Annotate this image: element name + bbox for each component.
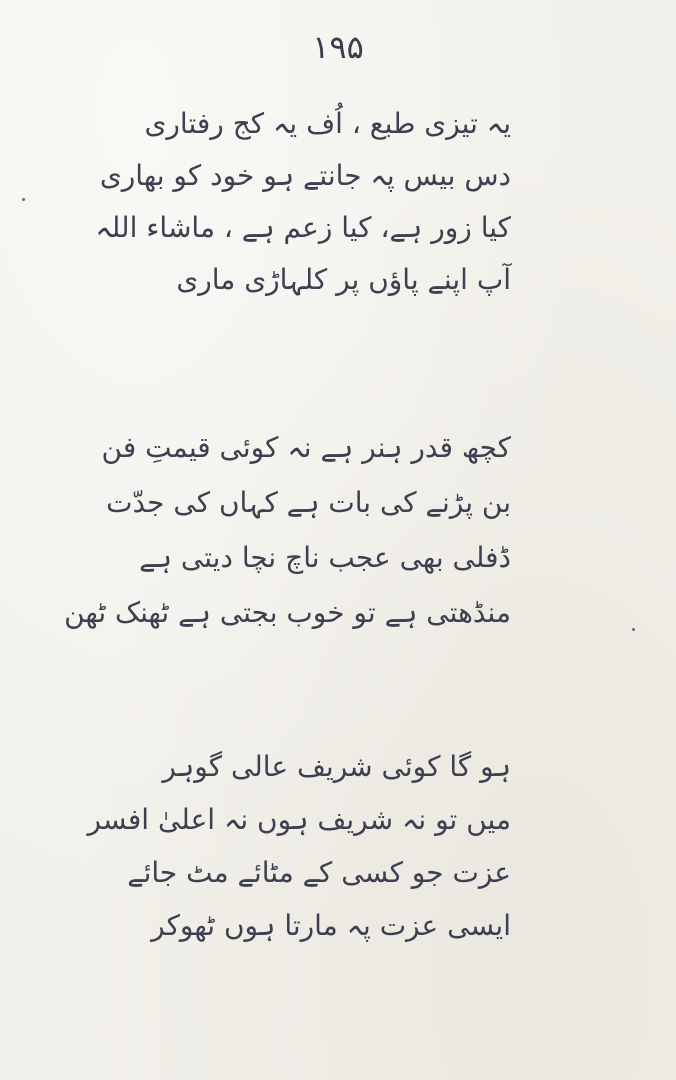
verse-line: کیا زور ہے، کیا زعم ہے ، ماشاء اللہ — [95, 211, 511, 244]
verse-line: آپ اپنے پاؤں پر کلہاڑی ماری — [176, 263, 511, 296]
verse-line: ڈفلی بھی عجب ناچ نچا دیتی ہے — [139, 541, 511, 574]
verse-line: ہو گا کوئی شریف عالی گوہر — [162, 750, 511, 783]
page-number: ۱۹۵ — [312, 28, 364, 66]
verse-line: میں تو نہ شریف ہوں نہ اعلیٰ افسر — [87, 803, 511, 836]
stanza-2 — [64, 420, 511, 640]
verse-line: دس بیس پہ جانتے ہو خود کو بھاری — [99, 159, 511, 192]
stanza-1 — [95, 98, 511, 306]
verse-line: یہ تیزی طبع ، اُف یہ کج رفتاری — [144, 107, 511, 140]
stanza-3 — [87, 740, 511, 952]
paper-speck — [632, 628, 635, 631]
verse-line: ایسی عزت پہ مارتا ہوں ٹھوکر — [151, 909, 511, 942]
verse-line: منڈھتی ہے تو خوب بجتی ہے ٹھنک ٹھن — [64, 596, 511, 629]
verse-line: کچھ قدر ہنر ہے نہ کوئی قیمتِ فن — [101, 431, 511, 464]
verse-line: بن پڑنے کی بات ہے کہاں کی جدّت — [106, 486, 511, 519]
verse-line: عزت جو کسی کے مٹائے مٹ جائے — [127, 856, 511, 889]
paper-speck — [22, 198, 25, 201]
